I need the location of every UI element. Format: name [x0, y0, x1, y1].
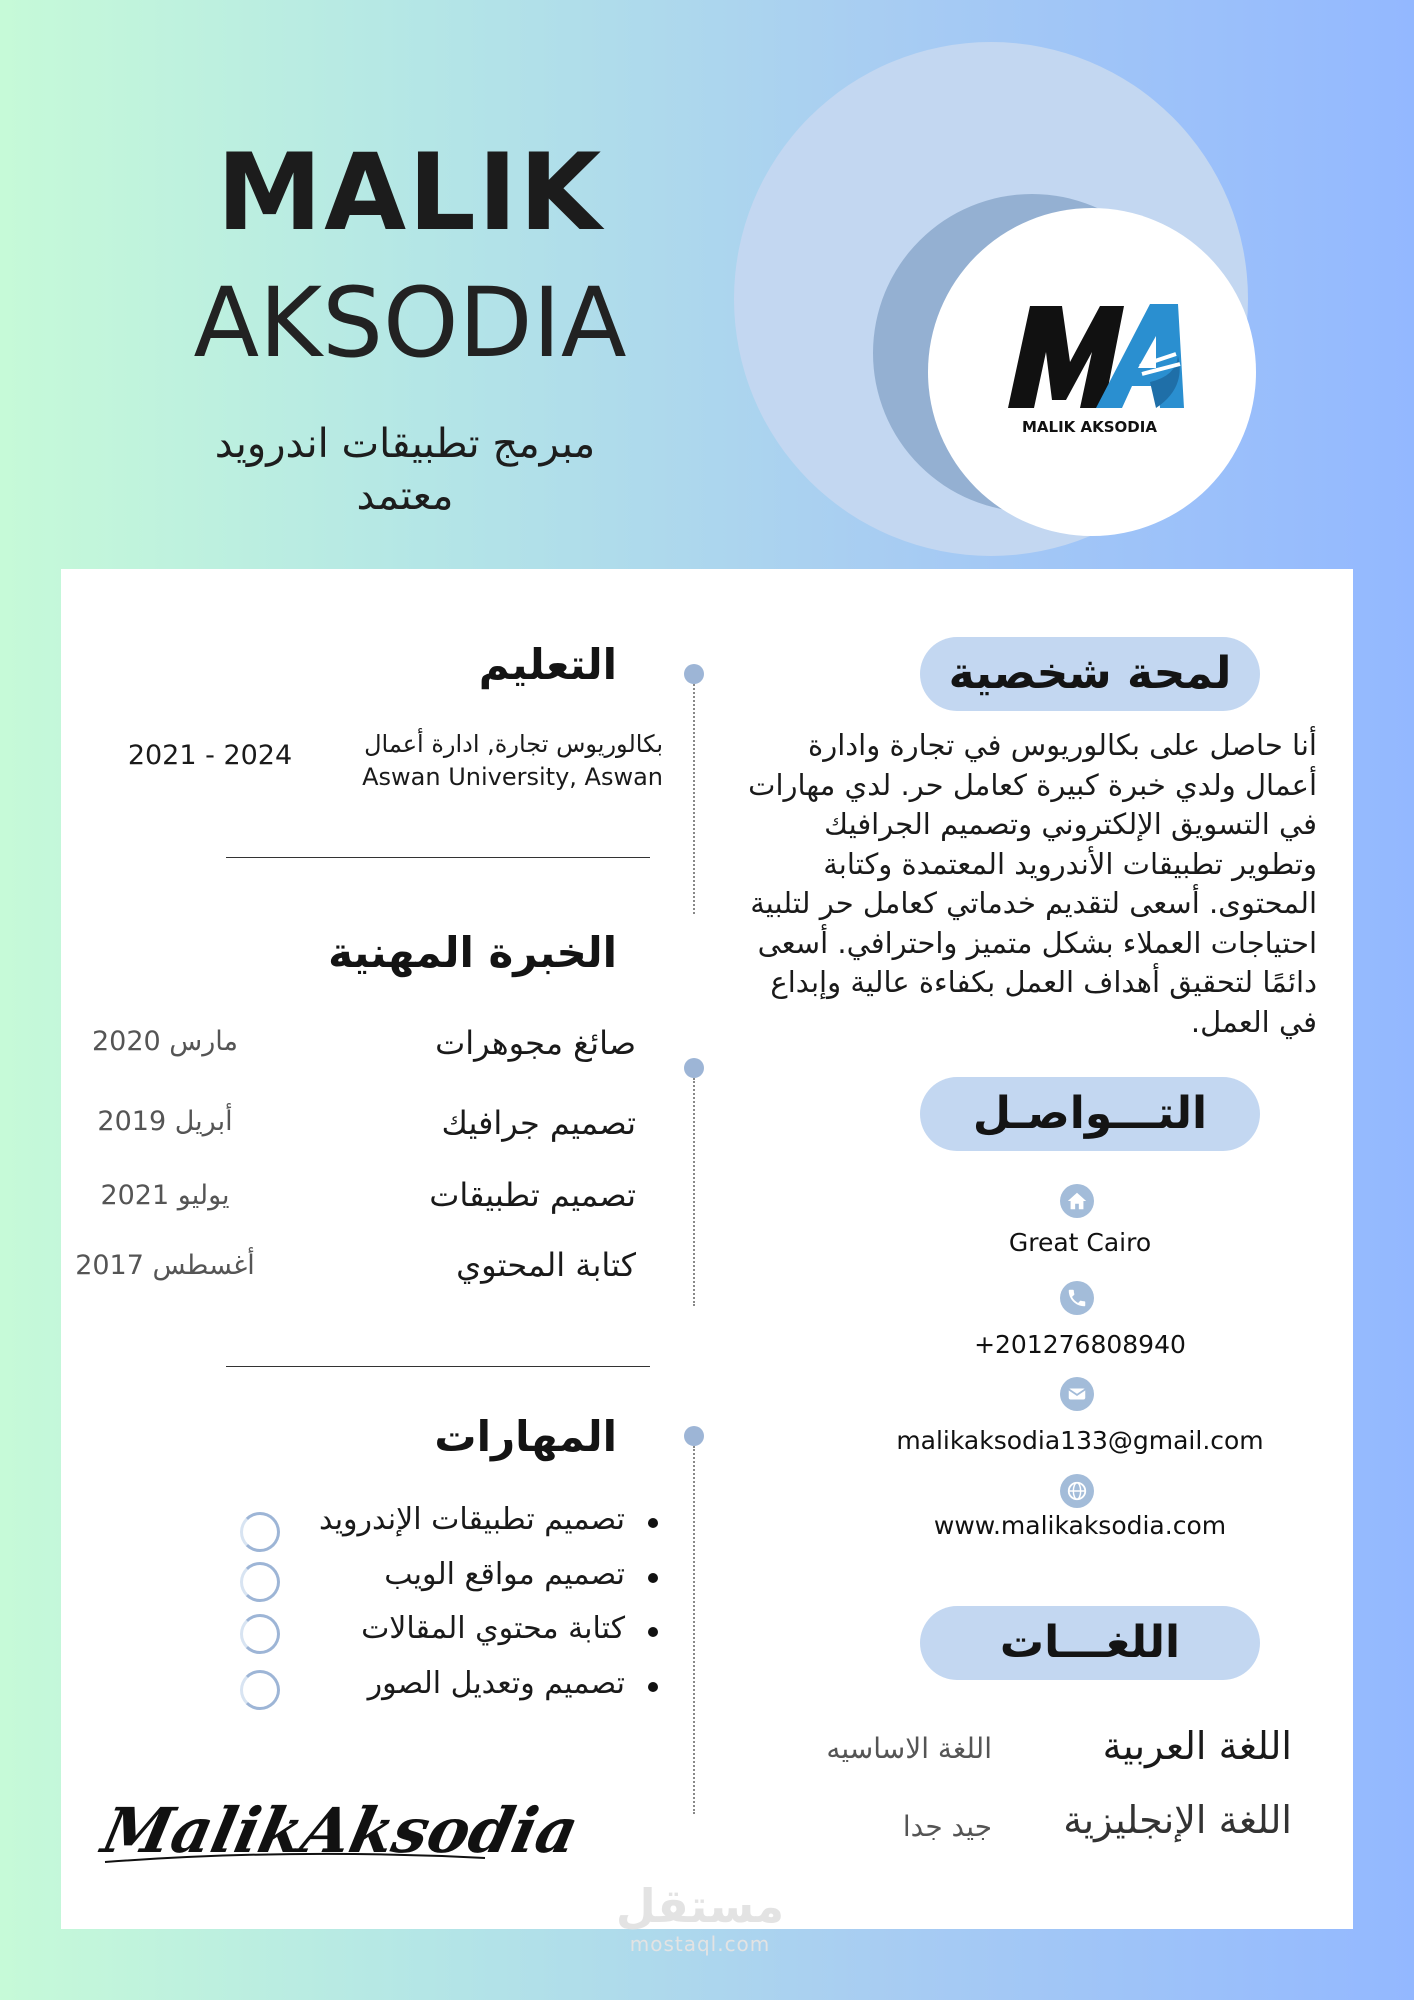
signature: [95, 1778, 585, 1878]
phone-icon: [1060, 1281, 1094, 1315]
skill-item: تصميم مواقع الويب: [384, 1557, 625, 1592]
skill-progress-icon: [240, 1670, 280, 1710]
email-icon: [1060, 1377, 1094, 1411]
skills-title: المهارات: [434, 1412, 617, 1461]
signature-text: MalikAksodia: [96, 1793, 585, 1867]
contact-location: Great Cairo: [1008, 1228, 1152, 1257]
timeline-dot: [684, 664, 704, 684]
experience-date: مارس 2020: [92, 1026, 238, 1057]
language-level: جيد جدا: [902, 1810, 992, 1843]
timeline-line: [693, 1078, 695, 1306]
skill-item: تصميم وتعديل الصور: [367, 1666, 625, 1701]
skill-item: تصميم تطبيقات الإندرويد: [318, 1502, 625, 1537]
home-icon: [1060, 1184, 1094, 1218]
languages-title: اللغـــات: [920, 1606, 1260, 1680]
contact-email[interactable]: malikaksodia133@gmail.com: [896, 1426, 1264, 1455]
timeline-dot: [684, 1426, 704, 1446]
experience-date: أغسطس 2017: [75, 1250, 255, 1281]
experience-role: تصميم جرافيك: [441, 1104, 636, 1142]
timeline-line: [693, 1446, 695, 1814]
timeline-dot: [684, 1058, 704, 1078]
globe-icon: [1060, 1474, 1094, 1508]
language-level: اللغة الاساسيه: [826, 1732, 992, 1765]
first-name: MALIK: [216, 131, 604, 254]
experience-title: الخبرة المهنية: [328, 928, 617, 977]
language-name: اللغة العربية: [1102, 1724, 1292, 1768]
experience-date: أبريل 2019: [97, 1106, 233, 1137]
divider: [226, 857, 650, 858]
experience-role: تصميم تطبيقات: [429, 1176, 636, 1214]
experience-role: كتابة المحتوي: [456, 1246, 636, 1284]
education-title: التعليم: [478, 640, 617, 689]
watermark: [590, 1880, 810, 1956]
skill-progress-icon: [240, 1562, 280, 1602]
job-title: مبرمج تطبيقات اندرويد معتمد: [214, 421, 596, 519]
divider: [226, 1366, 650, 1367]
contact-title: التـــواصـل: [920, 1077, 1260, 1151]
contact-website[interactable]: www.malikaksodia.com: [933, 1511, 1227, 1540]
watermark-arabic: مستقل: [615, 1879, 785, 1933]
timeline-line: [693, 684, 695, 914]
experience-date: يوليو 2021: [100, 1180, 230, 1211]
education-years: 2021 - 2024: [127, 740, 293, 771]
watermark-latin: mostaql.com: [629, 1932, 771, 1956]
profile-text: أنا حاصل على بكالوريوس في تجارة وادارة أعمال ولدي خبرة كبيرة كعامل حر. لدي مهارات في التسويق الإلكتروني وتصميم الجرافيك وتطوير تطبيقات الأندرويد المعتمدة وكتابة المحتوى. أسعى لتقديم خدماتي كعامل حر لتلبية احتياجات العملاء بشكل متميز واحترافي. أسعى دائمًا لتحقيق أهداف العمل بكفاءة عالية وإبداع في العمل.: [748, 728, 1317, 1039]
logo-text: MALIK AKSODIA: [1022, 418, 1157, 436]
bullet-icon: [648, 1573, 658, 1583]
bullet-icon: [648, 1518, 658, 1528]
experience-role: صائغ مجوهرات: [435, 1024, 636, 1062]
education-degree-text: بكالوريوس تجارة, ادارة أعمال: [364, 730, 663, 758]
profile-title: لمحة شخصية: [920, 637, 1260, 711]
skill-progress-icon: [240, 1614, 280, 1654]
bullet-icon: [648, 1682, 658, 1692]
brand-logo: [1000, 296, 1190, 442]
last-name: AKSODIA: [193, 267, 627, 379]
education-university: Aswan University, Aswan: [362, 763, 663, 791]
bullet-icon: [648, 1627, 658, 1637]
contact-phone[interactable]: +201276808940: [974, 1330, 1186, 1359]
language-name: اللغة الإنجليزية: [1063, 1798, 1292, 1842]
skill-item: كتابة محتوي المقالات: [361, 1611, 625, 1646]
education-degree: [300, 728, 663, 794]
skill-progress-icon: [240, 1512, 280, 1552]
